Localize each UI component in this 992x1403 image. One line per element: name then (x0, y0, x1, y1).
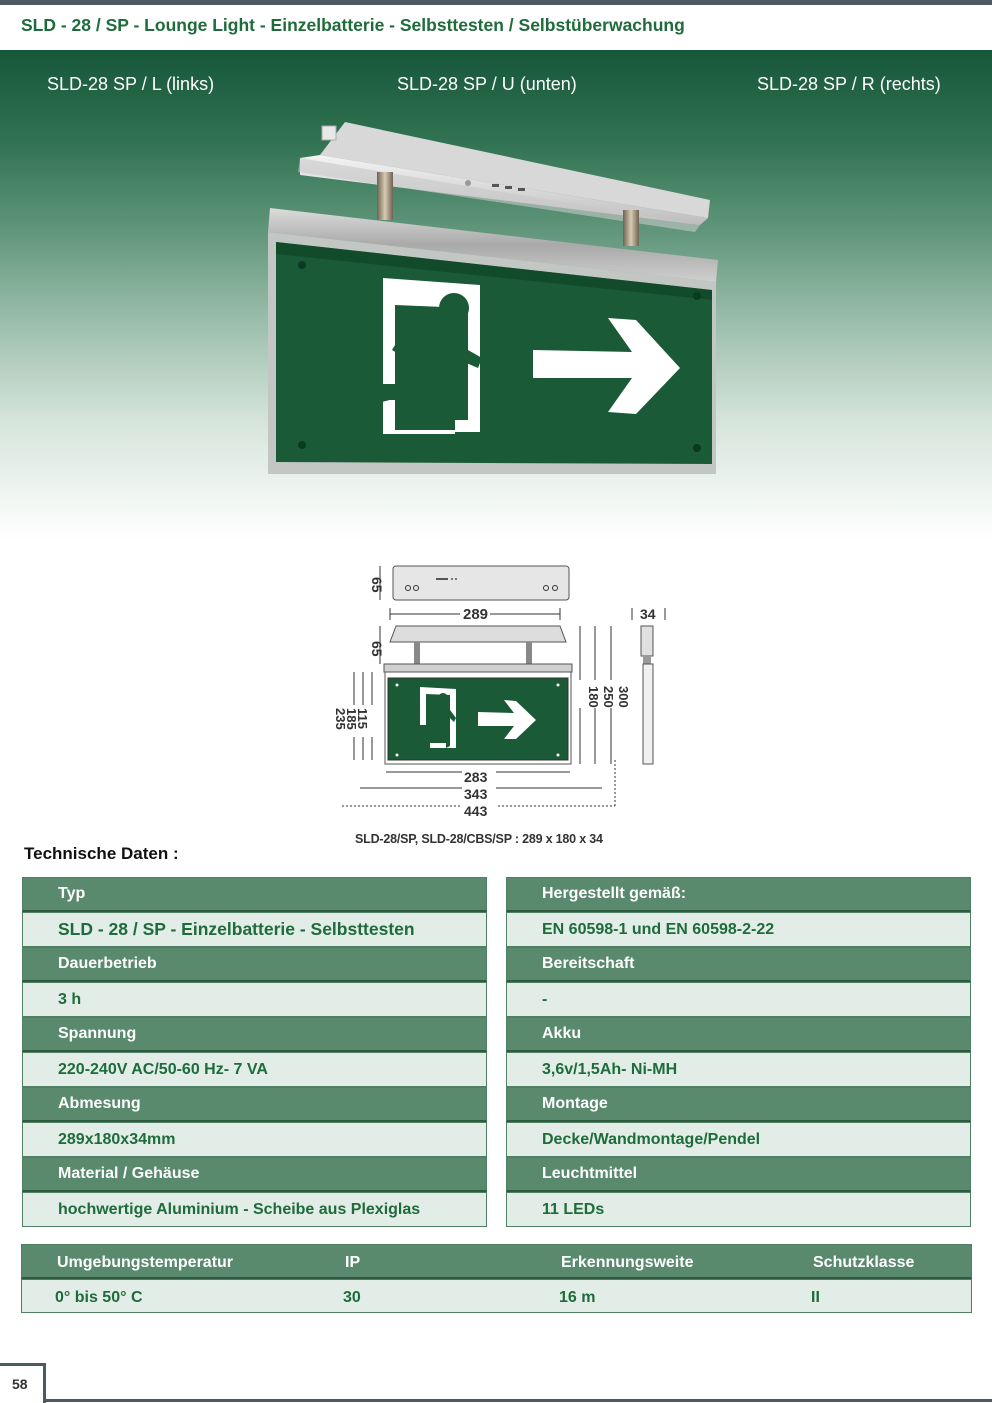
spec-label-spannung: Spannung (22, 1017, 487, 1052)
header-ip: IP (345, 1254, 361, 1271)
spec-value-leuchtmittel: 11 LEDs (506, 1192, 971, 1227)
page-title: SLD - 28 / SP - Lounge Light - Einzelbatterie - Selbsttesten / Selbstüberwachung (21, 15, 685, 35)
spec-label-material: Material / Gehäuse (22, 1157, 487, 1192)
spec-label-montage: Montage (506, 1087, 971, 1122)
spec-value-dauerbetrieb: 3 h (22, 982, 487, 1017)
spec-value-akku: 3,6v/1,5Ah- Ni-MH (506, 1052, 971, 1087)
spec-value-typ: SLD - 28 / SP - Einzelbatterie - Selbsttesten (22, 912, 487, 947)
dim-top-height: 65 (369, 577, 385, 593)
value-schutzklasse: II (811, 1289, 820, 1306)
dim-right-300: 300 (616, 686, 631, 708)
top-rule (0, 0, 992, 5)
dim-width: 289 (463, 606, 489, 623)
header-umgebungstemperatur: Umgebungstemperatur (57, 1254, 234, 1271)
dim-right-180: 180 (586, 686, 601, 708)
spec-column-left (22, 877, 487, 1227)
dim-bottom-443: 443 (464, 803, 488, 819)
header-erkennungsweite: Erkennungsweite (561, 1254, 694, 1271)
spec-value-spannung: 220-240V AC/50-60 Hz- 7 VA (22, 1052, 487, 1087)
spec-label-dauerbetrieb: Dauerbetrieb (22, 947, 487, 982)
spec-label-hergestellt: Hergestellt gemäß: (506, 877, 971, 912)
tech-heading: Technische Daten : (24, 844, 179, 863)
variant-right-label: SLD-28 SP / R (rechts) (757, 74, 941, 94)
spec-label-abmesung: Abmesung (22, 1087, 487, 1122)
spec-label-bereitschaft: Bereitschaft (506, 947, 971, 982)
hero-section (0, 50, 992, 540)
spec-value-montage: Decke/Wandmontage/Pendel (506, 1122, 971, 1157)
value-erkennungsweite: 16 m (559, 1289, 596, 1306)
spec-value-abmesung: 289x180x34mm (22, 1122, 487, 1157)
technical-drawing (330, 560, 680, 825)
dim-left-115: 115 (355, 708, 370, 729)
dim-depth: 34 (640, 606, 656, 622)
footer-rule (44, 1399, 992, 1402)
dim-right-250: 250 (601, 686, 616, 708)
spec-label-leuchtmittel: Leuchtmittel (506, 1157, 971, 1192)
spec-column-right (506, 877, 971, 1227)
dim-bottom-343: 343 (464, 786, 488, 802)
variant-left-label: SLD-28 SP / L (links) (47, 74, 215, 94)
dim-mid-height: 65 (369, 641, 385, 657)
spec-value-hergestellt: EN 60598-1 und EN 60598-2-22 (506, 912, 971, 947)
environment-table-values (21, 1279, 972, 1313)
spec-value-bereitschaft: - (506, 982, 971, 1017)
spec-value-material: hochwertige Aluminium - Scheibe aus Plexiglas (22, 1192, 487, 1227)
emergency-exit-sign-photo (0, 50, 992, 540)
spec-label-akku: Akku (506, 1017, 971, 1052)
value-ip: 30 (343, 1289, 361, 1306)
drawing-caption: SLD-28/SP, SLD-28/CBS/SP : 289 x 180 x 34 (355, 832, 603, 846)
environment-table-header (21, 1244, 972, 1279)
environment-table (21, 1244, 972, 1313)
header-schutzklasse: Schutzklasse (813, 1254, 915, 1271)
page-number: 58 (12, 1376, 28, 1392)
value-umgebungstemperatur: 0° bis 50° C (55, 1289, 143, 1306)
dim-left-235: 235 (333, 708, 348, 730)
dim-left-185: 185 (344, 708, 359, 730)
spec-label-typ: Typ (22, 877, 487, 912)
dim-bottom-283: 283 (464, 769, 488, 785)
variant-bottom-label: SLD-28 SP / U (unten) (397, 74, 577, 94)
